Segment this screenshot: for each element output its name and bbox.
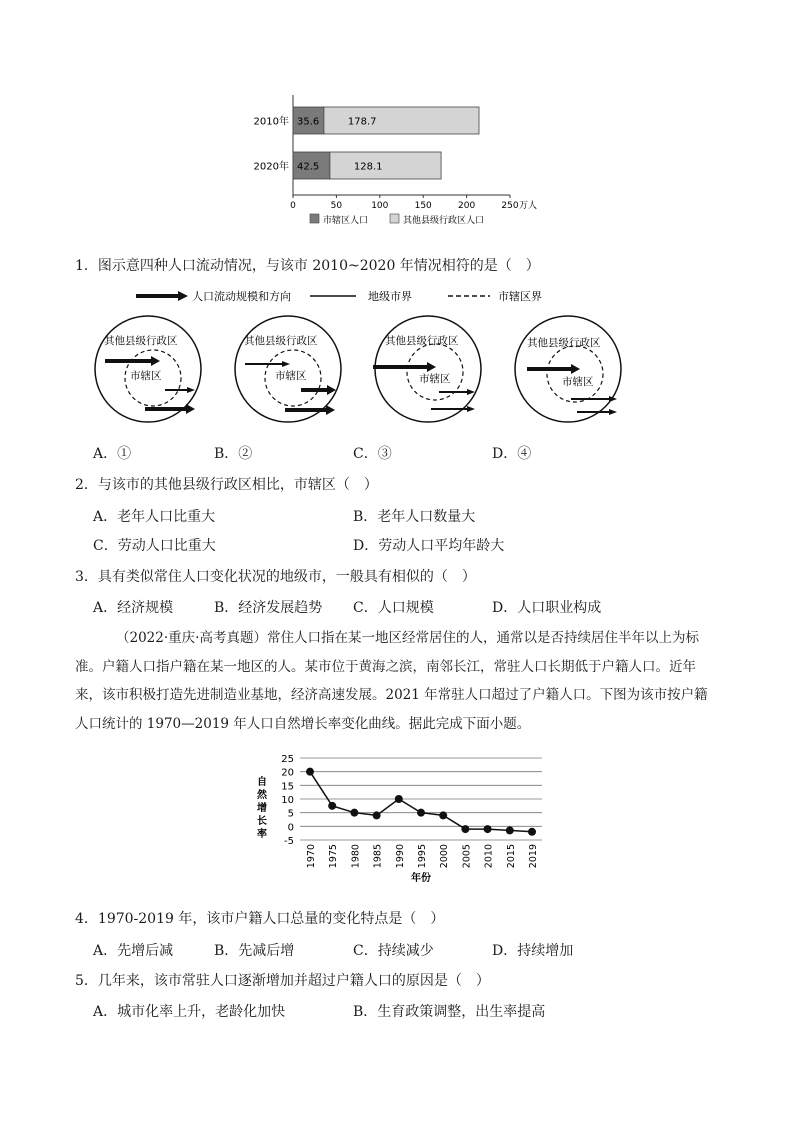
question-4-stem: 4．1970-2019 年，该市户籍人口总量的变化特点是（ ） bbox=[75, 911, 445, 927]
data-point bbox=[373, 811, 381, 819]
q1-option-b[interactable]: B．② bbox=[214, 446, 253, 462]
flow-diagram-3 bbox=[365, 312, 495, 427]
outer-region-label: 其他县级行政区 bbox=[104, 335, 178, 347]
q1-option-c[interactable]: C．③ bbox=[353, 446, 392, 462]
legend-swatch bbox=[390, 214, 399, 223]
y-tick-label: 0 bbox=[287, 822, 294, 834]
legend-swatch bbox=[310, 214, 319, 223]
q3-option-d[interactable]: D．人口职业构成 bbox=[492, 600, 602, 616]
q1-option-a[interactable]: A．① bbox=[93, 446, 132, 462]
question-1-stem: 1．图示意四种人口流动情况，与该市 2010~2020 年情况相符的是（ ） bbox=[75, 258, 540, 274]
q3-option-c[interactable]: C．人口规模 bbox=[353, 600, 434, 616]
district-label: 市辖区 bbox=[419, 373, 451, 385]
x-tick-label: 200 bbox=[458, 201, 476, 211]
x-tick-label: 100 bbox=[371, 201, 389, 211]
x-tick-label: 1975 bbox=[328, 844, 340, 869]
x-tick-label: 1970 bbox=[306, 844, 317, 869]
category-label: 2020年 bbox=[253, 161, 289, 173]
x-tick-label: 1980 bbox=[350, 844, 362, 869]
passage-line-1: （2022·重庆·高考真题）常住人口指在某一地区经常居住的人，通常以是否持续居住半年以上为标 bbox=[116, 630, 699, 646]
q4-option-b[interactable]: B．先减后增 bbox=[214, 943, 295, 959]
y-tick-label: 5 bbox=[287, 808, 294, 820]
y-axis-label-char: 自 bbox=[257, 777, 267, 788]
y-axis-label-char: 率 bbox=[257, 829, 267, 840]
q2-option-a[interactable]: A．老年人口比重大 bbox=[93, 509, 216, 525]
y-axis-label-char: 然 bbox=[257, 790, 267, 801]
district-label: 市辖区 bbox=[562, 376, 594, 388]
question-5-stem: 5．几年来，该市常驻人口逐渐增加并超过户籍人口的原因是（ ） bbox=[75, 973, 490, 989]
category-label: 2010年 bbox=[253, 116, 289, 128]
data-label: 128.1 bbox=[353, 161, 383, 173]
legend-label: 市辖区人口 bbox=[323, 216, 369, 226]
q2-option-d[interactable]: D．劳动人口平均年龄大 bbox=[353, 538, 505, 554]
outer-region-label: 其他县级行政区 bbox=[244, 335, 318, 347]
bar-segment bbox=[330, 152, 441, 179]
x-tick-label: 1985 bbox=[372, 844, 384, 869]
x-tick-label: 2015 bbox=[505, 844, 517, 869]
outer-region-label: 其他县级行政区 bbox=[385, 335, 459, 347]
data-point bbox=[528, 828, 536, 836]
q5-option-b[interactable]: B．生育政策调整，出生率提高 bbox=[353, 1004, 546, 1020]
legend-flow-label: 人口流动规模和方向 bbox=[192, 290, 291, 303]
data-point bbox=[350, 809, 358, 817]
data-point bbox=[506, 826, 514, 834]
legend-label: 其他县级行政区人口 bbox=[403, 216, 485, 226]
q3-option-b[interactable]: B．经济发展趋势 bbox=[214, 600, 323, 616]
y-tick-label: 15 bbox=[281, 781, 294, 793]
x-tick-label: 2005 bbox=[461, 844, 473, 869]
legend-city-border-label: 地级市界 bbox=[368, 290, 412, 303]
x-tick-label: 0 bbox=[290, 201, 296, 211]
y-tick-label: -5 bbox=[284, 836, 294, 847]
reading-passage bbox=[75, 624, 725, 738]
data-label: 35.6 bbox=[297, 116, 320, 128]
x-tick-label: 250 bbox=[501, 201, 519, 211]
x-tick-label: 1990 bbox=[394, 844, 406, 869]
q4-option-a[interactable]: A．先增后减 bbox=[93, 943, 174, 959]
x-tick-label: 2010 bbox=[483, 844, 495, 869]
q4-option-c[interactable]: C．持续减少 bbox=[353, 943, 434, 959]
data-point bbox=[395, 795, 403, 803]
data-point bbox=[306, 768, 314, 776]
flow-diagram-2 bbox=[225, 312, 355, 427]
q2-option-c[interactable]: C．劳动人口比重大 bbox=[93, 538, 216, 554]
x-tick-label: 2000 bbox=[439, 844, 451, 869]
q3-option-a[interactable]: A．经济规模 bbox=[93, 600, 174, 616]
passage-line-2: 准。户籍人口指户籍在某一地区的人。某市位于黄海之滨，南邻长江，常驻人口长期低于户籍人口。近年 bbox=[75, 658, 696, 675]
y-axis-label-char: 增 bbox=[257, 803, 267, 814]
data-point bbox=[439, 811, 447, 819]
x-unit-label: 万人 bbox=[519, 201, 538, 211]
data-point bbox=[461, 825, 469, 833]
natural-growth-line-chart bbox=[250, 745, 550, 890]
x-tick-label: 50 bbox=[330, 201, 343, 211]
data-point bbox=[484, 825, 492, 833]
data-point bbox=[328, 802, 336, 810]
population-bar-chart bbox=[250, 95, 550, 230]
flow-diagram-1 bbox=[85, 312, 215, 427]
flow-legend bbox=[130, 286, 690, 308]
x-tick-label: 150 bbox=[414, 201, 432, 211]
q1-option-d[interactable]: D．④ bbox=[492, 446, 532, 462]
flow-diagram-4 bbox=[505, 312, 635, 427]
district-label: 市辖区 bbox=[275, 370, 307, 382]
y-axis-label-char: 长 bbox=[257, 816, 267, 827]
x-axis-label: 年份 bbox=[411, 873, 431, 884]
district-label: 市辖区 bbox=[130, 370, 162, 382]
passage-line-4: 人口统计的 1970—2019 年人口自然增长率变化曲线。据此完成下面小题。 bbox=[75, 715, 531, 732]
q2-option-b[interactable]: B．老年人口数量大 bbox=[353, 509, 476, 525]
y-tick-label: 25 bbox=[281, 754, 294, 765]
series-line bbox=[310, 772, 532, 832]
y-tick-label: 20 bbox=[281, 767, 294, 779]
q5-option-a[interactable]: A．城市化率上升，老龄化加快 bbox=[93, 1004, 286, 1020]
question-3-stem: 3．具有类似常住人口变化状况的地级市，一般具有相似的（ ） bbox=[75, 569, 476, 585]
q4-option-d[interactable]: D．持续增加 bbox=[492, 943, 574, 959]
y-tick-label: 10 bbox=[281, 795, 294, 806]
data-label: 42.5 bbox=[297, 161, 320, 173]
passage-line-3: 来，该市积极打造先进制造业基地，经济高速发展。2021 年常驻人口超过了户籍人口。下图为该市按户籍 bbox=[75, 687, 708, 703]
data-point bbox=[417, 809, 425, 817]
data-label: 178.7 bbox=[347, 116, 377, 128]
question-2-stem: 2．与该市的其他县级行政区相比，市辖区（ ） bbox=[75, 477, 378, 493]
outer-region-label: 其他县级行政区 bbox=[527, 337, 601, 349]
legend-district-border-label: 市辖区界 bbox=[498, 290, 542, 303]
x-tick-label: 2019 bbox=[528, 844, 539, 869]
x-tick-label: 1995 bbox=[417, 844, 428, 869]
